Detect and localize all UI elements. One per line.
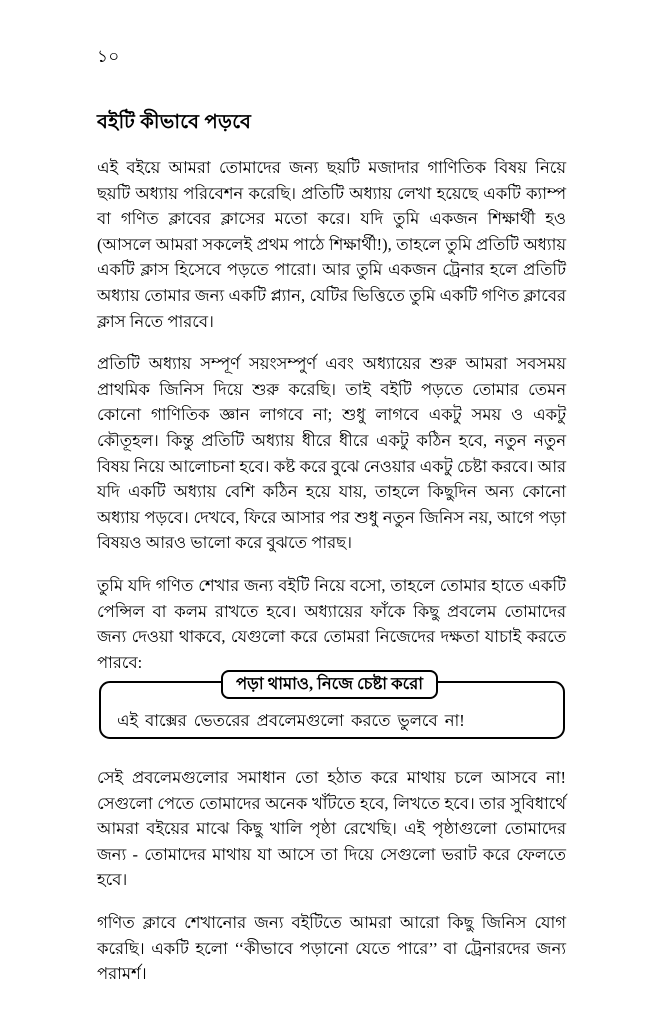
paragraph: এই বইয়ে আমরা তোমাদের জন্য ছয়টি মজাদার গাণিতিক বিষয় নিয়ে ছয়টি অধ্যায় পরিবেশন করেছি। প্রতিটি অধ্যায় লেখা হয়েছে একটি ক্যাম্প বা গণিত ক্লাবের ক্লাসের মতো করে। যদি তুমি একজন শিক্ষার্থী হও (আসলে আমরা সকলেই প্রথম পাঠে শিক্ষার্থী!), তাহলে তুমি প্রতিটি অধ্যায় একটি ক্লাস হিসেবে পড়তে পারো। আর তুমি একজন ট্রেনার হলে প্রতিটি অধ্যায় তোমার জন্য একটি প্ল্যান, যেটির ভিত্তিতে তুমি একটি গণিত ক্লাবের ক্লাস নিতে পারবে। bbox=[97, 158, 566, 331]
paragraph: তুমি যদি গণিত শেখার জন্য বইটি নিয়ে বসো, তাহলে তোমার হাতে একটি পেন্সিল বা কলম রাখতে হবে। অধ্যায়ের ফাঁকে কিছু প্রবলেম তোমাদের জন্য দেওয়া থাকবে, যেগুলো করে তোমরা নিজেদের দক্ষতা যাচাই করতে পারবে: bbox=[97, 575, 566, 672]
callout-tab-label: পড়া থামাও, নিজে চেষ্টা করো bbox=[221, 670, 438, 699]
paragraph: সেই প্রবলেমগুলোর সমাধান তো হঠাত করে মাথায় চলে আসবে না! সেগুলো পেতে তোমাদের অনেক খাঁটতে হবে, লিখতে হবে। তার সুবিধার্থে আমরা বইয়ের মাঝে কিছু খালি পৃষ্ঠা রেখেছি। এই পৃষ্ঠাগুলো তোমাদের জন্য - তোমাদের মাথায় যা আসে তা দিয়ে সেগুলো ভরাট করে ফেলতে হবে। bbox=[97, 768, 566, 890]
callout-body bbox=[101, 709, 563, 733]
callout-body-text: এই বাক্সের ভেতরের প্রবলেমগুলো করতে ভুলবে না! bbox=[117, 711, 465, 730]
page-number: ১০ bbox=[97, 47, 120, 66]
try-it-yourself-callout-box bbox=[99, 674, 565, 739]
paragraph: প্রতিটি অধ্যায় সম্পূর্ণ সয়ংসম্পুর্ণ এবং অধ্যায়ের শুরু আমরা সবসময় প্রাথমিক জিনিস দিয়ে শুরু করেছি। তাই বইটি পড়তে তোমার তেমন কোনো গাণিতিক জ্ঞান লাগবে না; শুধু লাগবে একটু সময় ও একটু কৌতূহল। কিন্তু প্রতিটি অধ্যায় ধীরে ধীরে একটু কঠিন হবে, নতুন নতুন বিষয় নিয়ে আলোচনা হবে। কষ্ট করে বুঝে নেওয়ার একটু চেষ্টা করবে। আর যদি একটি অধ্যায় বেশি কঠিন হয়ে যায়, তাহলে কিছুদিন অন্য কোনো অধ্যায় পড়বে। দেখবে, ফিরে আসার পর শুধু নতুন জিনিস নয়, আগে পড়া বিষয়ও আরও ভালো করে বুঝতে পারছ। bbox=[97, 354, 566, 553]
lower-text-block bbox=[97, 765, 566, 987]
paragraph: গণিত ক্লাবে শেখানোর জন্য বইটিতে আমরা আরো কিছু জিনিস যোগ করেছি। একটি হলো ‘‘কীভাবে পড়ানো যেতে পারে’’ বা ট্রেনারদের জন্য পরামর্শ। bbox=[97, 912, 566, 984]
page-title: বইটি কীভাবে পড়বে bbox=[97, 112, 252, 134]
body-text-block bbox=[97, 155, 566, 675]
